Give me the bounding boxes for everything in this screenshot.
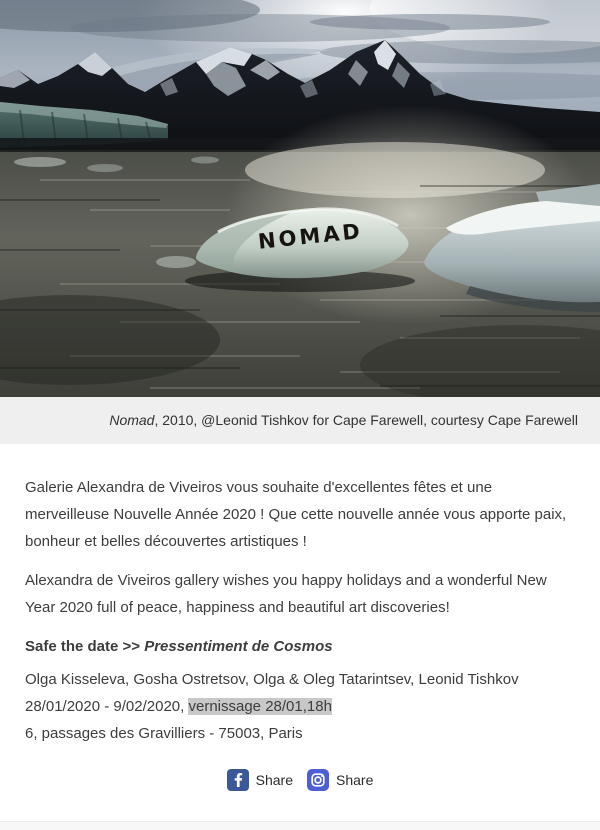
artists-line: Olga Kisseleva, Gosha Ostretsov, Olga & Oleg Tatarintsev, Leonid Tishkov (25, 671, 519, 689)
address-line: 6, passages des Gravilliers - 75003, Paris (25, 725, 303, 743)
greeting-paragraph-french: Galerie Alexandra de Viveiros vous souhaite d'excellentes fêtes et une merveilleuse Nouvelle Année 2020 ! Que cette nouvelle année vous apporte paix, bonheur et belles découvertes artistiques ! (25, 479, 567, 551)
dates-line (25, 693, 575, 720)
facebook-share-button[interactable] (227, 769, 293, 791)
facebook-share-label: Share (255, 772, 293, 789)
vernissage-highlighted-text: vernissage 28/01,18h (188, 698, 332, 716)
nomad-inscription: NOMAD (256, 218, 364, 254)
arctic-landscape-illustration (0, 0, 600, 397)
footer-strip (0, 821, 600, 830)
photo-caption (0, 397, 600, 444)
save-the-date-line (25, 633, 575, 660)
instagram-share-button[interactable] (307, 769, 373, 791)
exhibition-title: Pressentiment de Cosmos (144, 638, 333, 656)
caption-credit-text: , 2010, @Leonid Tishkov for Cape Farewell, courtesy Cape Farewell (154, 412, 578, 428)
share-row (0, 747, 600, 821)
caption-artwork-title: Nomad (109, 412, 155, 428)
save-the-date-label: Safe the date >> (25, 638, 145, 656)
hero-photo-arctic-nomad (0, 0, 600, 397)
facebook-icon (227, 769, 249, 791)
greeting-paragraph-english: Alexandra de Viveiros gallery wishes you happy holidays and a wonderful New Year 2020 full of peace, happiness and beautiful art discoveries! (25, 572, 547, 617)
newsletter-body (0, 444, 600, 747)
instagram-share-label: Share (336, 772, 374, 789)
instagram-icon (307, 769, 329, 791)
exhibition-dates: 28/01/2020 - 9/02/2020, (25, 698, 189, 716)
